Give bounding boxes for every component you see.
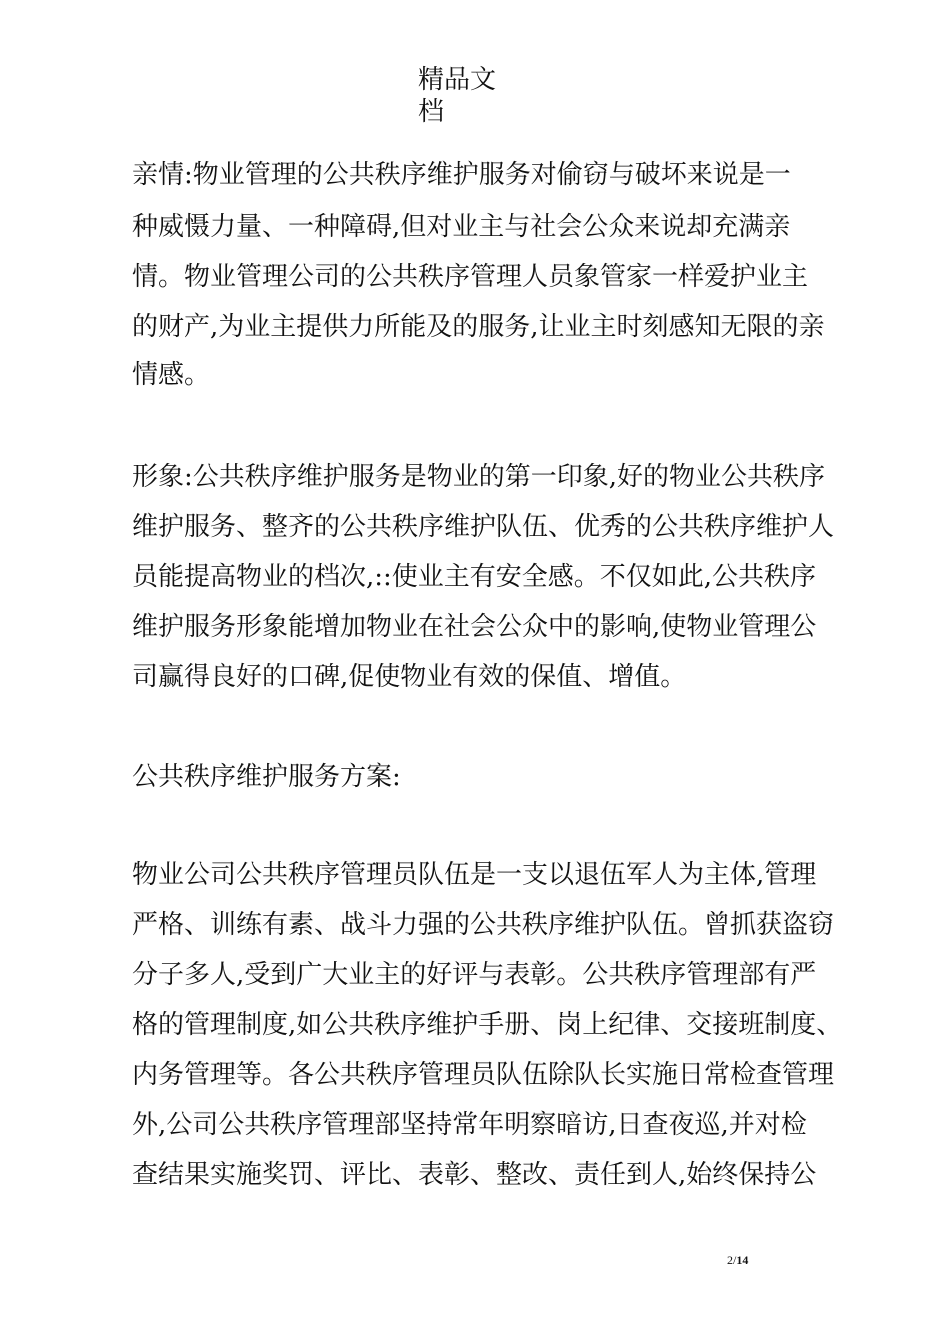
- paragraph-line: 种威慑力量、一种障碍,但对业主与社会公众来说却充满亲: [132, 212, 791, 242]
- page-header-title: 精品文档: [418, 65, 497, 127]
- paragraph-line: 物业公司公共秩序管理员队伍是一支以退伍军人为主体,管理: [132, 860, 817, 890]
- paragraph-line: 情。物业管理公司的公共秩序管理人员象管家一样爱护业主: [132, 262, 809, 292]
- paragraph-line: 司赢得良好的口碑,促使物业有效的保值、增值。: [132, 662, 687, 692]
- paragraph-line: 维护服务形象能增加物业在社会公众中的影响,使物业管理公: [132, 612, 817, 642]
- paragraph-line: 查结果实施奖罚、评比、表彰、整改、责任到人,始终保持公: [132, 1160, 817, 1190]
- page-number-current: 2/: [727, 1253, 737, 1267]
- paragraph-line: 情感。: [132, 360, 211, 390]
- paragraph-line: 格的管理制度,如公共秩序维护手册、岗上纪律、交接班制度、: [132, 1010, 843, 1040]
- paragraph-line: 外,公司公共秩序管理部坚持常年明察暗访,日查夜巡,并对检: [132, 1110, 807, 1140]
- section-heading: 公共秩序维护服务方案:: [132, 762, 401, 792]
- page-number-total: 14: [736, 1253, 749, 1267]
- paragraph-line: 的财产,为业主提供力所能及的服务,让业主时刻感知无限的亲: [132, 312, 825, 342]
- paragraph-line: 亲情:物业管理的公共秩序维护服务对偷窃与破坏来说是一: [132, 160, 791, 190]
- paragraph-line: 分子多人,受到广大业主的好评与表彰。公共秩序管理部有严: [132, 960, 817, 990]
- paragraph-line: 维护服务、整齐的公共秩序维护队伍、优秀的公共秩序维护人: [132, 512, 835, 542]
- paragraph-line: 形象:公共秩序维护服务是物业的第一印象,好的物业公共秩序: [132, 462, 826, 492]
- paragraph-line: 员能提高物业的档次,::使业主有安全感。不仅如此,公共秩序: [132, 562, 817, 592]
- page-number: [727, 1253, 748, 1267]
- paragraph-line: 严格、训练有素、战斗力强的公共秩序维护队伍。曾抓获盗窃: [132, 910, 835, 940]
- paragraph-line: 内务管理等。各公共秩序管理员队伍除队长实施日常检查管理: [132, 1060, 835, 1090]
